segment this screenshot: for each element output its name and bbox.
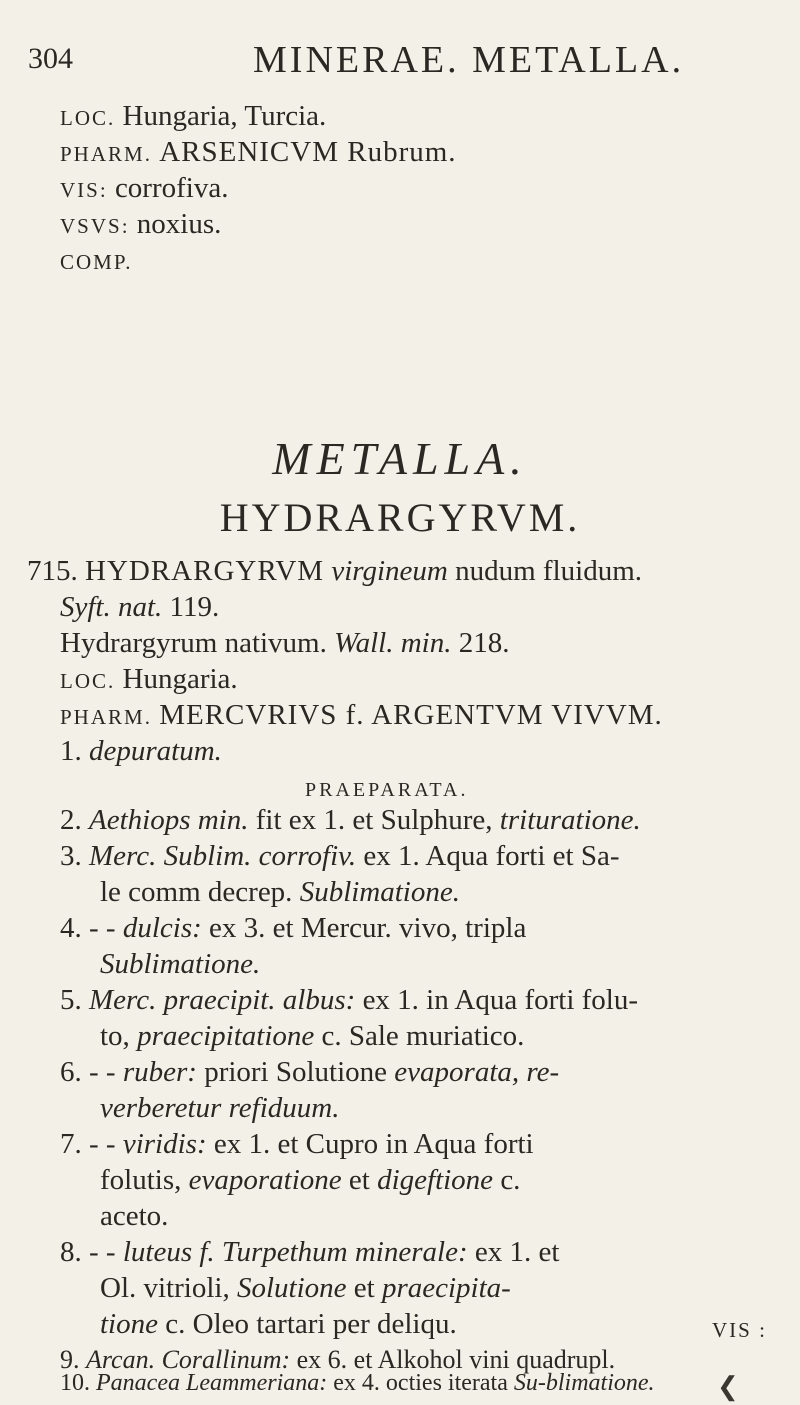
prep-item-8-cont2: tione c. Oleo tartari per deliqu. [100,1308,457,1340]
running-title: MINERAE. METALLA. [253,39,685,81]
prep-item-3-cont: le comm decrep. Sublimatione. [100,876,460,908]
prep-item-4-cont: Sublimatione. [100,948,261,980]
prep-item-10: 10. Panacea Leammeriana: ex 4. octies iterata Su-blimatione. [60,1370,655,1396]
preparata-heading: PRAEPARATA. [305,779,469,801]
subsection-title: HYDRARGYRVM. [219,495,581,540]
entry-715-line1: 715. HYDRARGYRVM virgineum nudum fluidum. [27,555,642,587]
arsenic-pharm-line: PHARM. ARSENICVM Rubrum. [60,136,457,168]
prep-item-2: 2. Aethiops min. fit ex 1. et Sulphure, trituratione. [60,804,641,836]
arsenic-loc-line: LOC. Hungaria, Turcia. [60,100,327,132]
prep-item-3: 3. Merc. Sublim. corrofiv. ex 1. Aqua forti et Sa- [60,840,620,872]
arsenic-comp-line: COMP. [60,250,133,274]
prep-item-7-cont2: aceto. [100,1200,169,1232]
catchword: VIS : [712,1318,767,1342]
prep-item-5-cont: to, praecipitatione c. Sale muriatico. [100,1020,525,1052]
page-header [28,38,768,88]
arsenic-usus-line: VSVS: noxius. [60,208,222,240]
prep-item-1: 1. depuratum. [60,735,222,767]
prep-item-5: 5. Merc. praecipit. albus: ex 1. in Aqua forti folu- [60,984,639,1016]
prep-item-8: 8. - - luteus f. Turpethum minerale: ex 1. et [60,1236,560,1268]
prep-item-9: 9. Arcan. Corallinum: ex 6. et Alkohol vini quadrupl. [60,1345,616,1374]
entry-715-line2: Hydrargyrum nativum. Wall. min. 218. [60,627,510,659]
prep-item-7: 7. - - viridis: ex 1. et Cupro in Aqua forti [60,1128,534,1160]
entry-715-pharm: PHARM. MERCVRIVS f. ARGENTVM VIVVM. [60,699,663,731]
entry-715-loc: LOC. Hungaria. [60,663,238,695]
section-title: METALLA. [272,433,528,484]
arsenic-vis-line: VIS: corrofiva. [60,172,229,204]
prep-item-6-cont: verberetur refiduum. [100,1092,340,1124]
arrow-ornament-icon: ❮ [717,1372,739,1401]
prep-item-4: 4. - - dulcis: ex 3. et Mercur. vivo, tripla [60,912,527,944]
prep-item-7-cont: folutis, evaporatione et digeftione c. [100,1164,521,1196]
prep-item-6: 6. - - ruber: priori Solutione evaporata, re- [60,1056,560,1088]
prep-item-8-cont: Ol. vitrioli, Solutione et praecipita- [100,1272,511,1304]
page-number: 304 [28,42,73,75]
entry-715-ref1: Syft. nat. 119. [60,591,220,623]
